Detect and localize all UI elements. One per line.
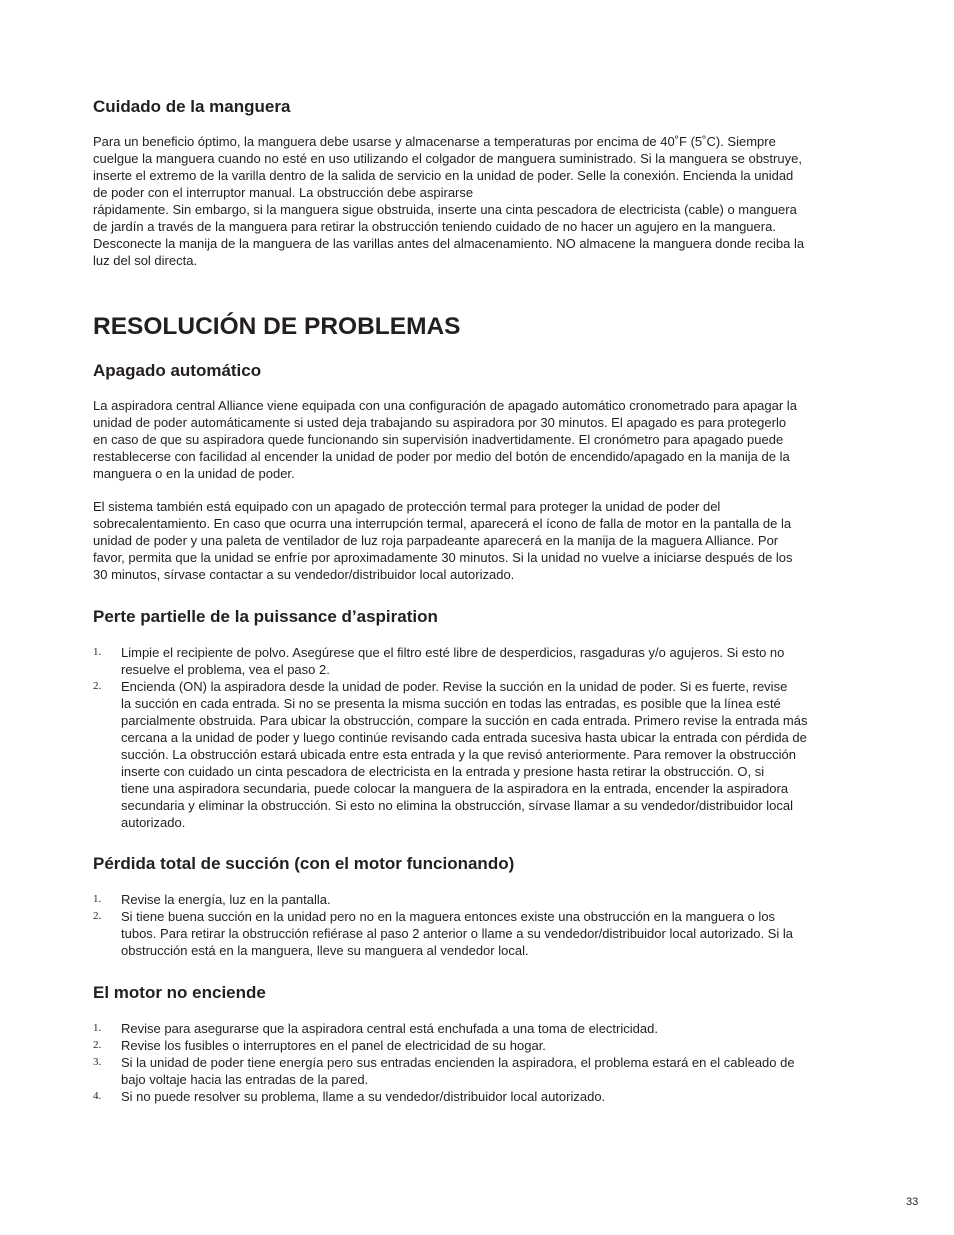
list-number: 1.: [93, 893, 102, 905]
text-line: luz del sol directa.: [93, 253, 198, 268]
text-line: autorizado.: [121, 815, 186, 830]
text-line: en caso de que su aspiradora quede funcionando sin supervisión inadvertidamente. El cronómetro para apagado puede: [93, 432, 784, 447]
section-heading-motor-wont-start: El motor no enciende: [93, 983, 266, 1002]
list-number: 1.: [93, 1022, 102, 1034]
text-line: La aspiradora central Alliance viene equipada con una configuración de apagado automático cronometrado para apagar la: [93, 398, 797, 413]
list-number: 1.: [93, 646, 102, 658]
text-line: sobrecalentamiento. En caso que ocurra una interrupción termal, aparecerá el ícono de falla de motor en la pantalla de la: [93, 516, 792, 531]
text-line: El sistema también está equipado con un apagado de protección termal para proteger la unidad de poder del: [93, 499, 721, 514]
text-line: parcialmente obstruida. Para ubicar la obstrucción, compare la succión en cada entrada. Primero revise la entrada más: [121, 713, 808, 728]
section-heading-hose-care: Cuidado de la manguera: [93, 97, 291, 116]
text-line: manguera o en la unidad de poder.: [93, 466, 295, 481]
text-line: succión. La obstrucción estará ubicada entre esta entrada y la que revisó anteriormente. Para remover la obstrucción: [121, 747, 796, 762]
text-line: secundaria y eliminar la obstrucción. Si esto no elimina la obstrucción, sírvase llamar a su vendedor/distribuidor local: [121, 798, 793, 813]
text-line: restablecerse con facilidad al encender la unidad de poder por medio del botón de encendido/apagado en la manija de la: [93, 449, 790, 464]
list-number: 2.: [93, 1039, 102, 1051]
list-item: [93, 1020, 861, 1037]
list-item: [93, 1037, 861, 1054]
auto-off-paragraph-2: [93, 498, 861, 583]
list-number: 3.: [93, 1056, 102, 1068]
list-item: [93, 678, 861, 831]
text-line: de jardín a través de la manguera para retirar la obstrucción teniendo cuidado de no hacer un agujero en la manguera.: [93, 219, 776, 234]
text-line: Encienda (ON) la aspiradora desde la unidad de poder. Revise la succión en la unidad de poder. Si es fuerte, revise: [121, 679, 788, 694]
text-line: inserte con cuidado un cinta pescadora de electricista en la entrada y presione hasta retirar la obstrucción. O, si: [121, 764, 765, 779]
list-number: 2.: [93, 680, 102, 692]
total-suction-steps: [93, 891, 861, 959]
list-item: [93, 891, 861, 908]
text-line: cuelgue la manguera cuando no esté en uso utilizando el colgador de manguera suministrado. Si la manguera se obstruye,: [93, 151, 802, 166]
hose-care-paragraph: [93, 133, 861, 269]
list-item: [93, 1088, 861, 1105]
text-line: Revise la energía, luz en la pantalla.: [121, 892, 331, 907]
text-line: Revise para asegurarse que la aspiradora central está enchufada a una toma de electricidad.: [121, 1021, 658, 1036]
motor-steps: [93, 1020, 861, 1105]
text-line: resuelve el problema, vea el paso 2.: [121, 662, 330, 677]
section-heading-partial-suction: Perte partielle de la puissance d’aspiration: [93, 607, 438, 626]
text-line: 30 minutos, sírvase contactar a su vendedor/distribuidor local autorizado.: [93, 567, 515, 582]
text-line: Limpie el recipiente de polvo. Asegúrese que el filtro esté libre de desperdicios, rasgaduras y/o agujeros. Si esto no: [121, 645, 785, 660]
text-line: Para un beneficio óptimo, la manguera debe usarse y almacenarse a temperaturas por encima de 40˚F (5˚C). Siempre: [93, 134, 776, 149]
text-line: cercana a la unidad de poder y luego continúe revisando cada entrada sucesiva hasta ubicar la entrada con pérdida de: [121, 730, 807, 745]
text-line: la succión en cada entrada. Si no se presenta la misma succión en todas las entradas, es posible que la línea esté: [121, 696, 781, 711]
partial-suction-steps: [93, 644, 861, 831]
list-item: [93, 908, 861, 959]
text-line: unidad de poder automáticamente si usted deja trabajando su aspiradora por 30 minutos. El apagado es para protegerlo: [93, 415, 787, 430]
text-line: bajo voltaje hacia las entradas de la pared.: [121, 1072, 369, 1087]
text-line: rápidamente. Sin embargo, si la manguera sigue obstruida, inserte una cinta pescadora de electricista (cable) o manguera: [93, 202, 797, 217]
text-line: unidad de poder y una paleta de ventilador de luz roja parpadeante aparecerá en la manija de la maguera Alliance. Por: [93, 533, 779, 548]
text-line: inserte el extremo de la varilla dentro de la salida de servicio en la unidad de poder. Selle la conexión. Encienda la unidad: [93, 168, 794, 183]
text-line: tiene una aspiradora secundaria, puede colocar la manguera de la aspiradora en la entrada, encender la aspiradora: [121, 781, 789, 796]
page-number: 33: [906, 1196, 919, 1208]
section-heading-total-suction-loss: Pérdida total de succión (con el motor funcionando): [93, 854, 515, 873]
text-line: tubos. Para retirar la obstrucción refiérase al paso 2 anterior o llame a su vendedor/distribuidor local autorizado. Si la: [121, 926, 794, 941]
list-item: [93, 644, 861, 678]
text-line: obstrucción está en la manguera, lleve su manguera al vendedor local.: [121, 943, 529, 958]
text-line: favor, permita que la unidad se enfríe por aproximadamente 30 minutos. Si la unidad no vuelve a iniciarse después de los: [93, 550, 793, 565]
auto-off-paragraph-1: [93, 397, 861, 482]
text-line: Desconecte la manija de la manguera de las varillas antes del almacenamiento. NO almacene la manguera donde reciba la: [93, 236, 805, 251]
text-line: de poder con el interruptor manual. La obstrucción debe aspirarse: [93, 185, 474, 200]
text-line: Si no puede resolver su problema, llame a su vendedor/distribuidor local autorizado.: [121, 1089, 606, 1104]
list-item: [93, 1054, 861, 1088]
text-line: Revise los fusibles o interruptores en el panel de electricidad de su hogar.: [121, 1038, 546, 1053]
list-number: 4.: [93, 1090, 102, 1102]
list-number: 2.: [93, 910, 102, 922]
text-line: Si la unidad de poder tiene energía pero sus entradas encienden la aspiradora, el problema estará en el cableado de: [121, 1055, 795, 1070]
page-title: RESOLUCIÓN DE PROBLEMAS: [93, 313, 461, 340]
text-line: Si tiene buena succión en la unidad pero no en la maguera entonces existe una obstrucción en la manguera o los: [121, 909, 776, 924]
section-heading-auto-off: Apagado automático: [93, 361, 262, 380]
